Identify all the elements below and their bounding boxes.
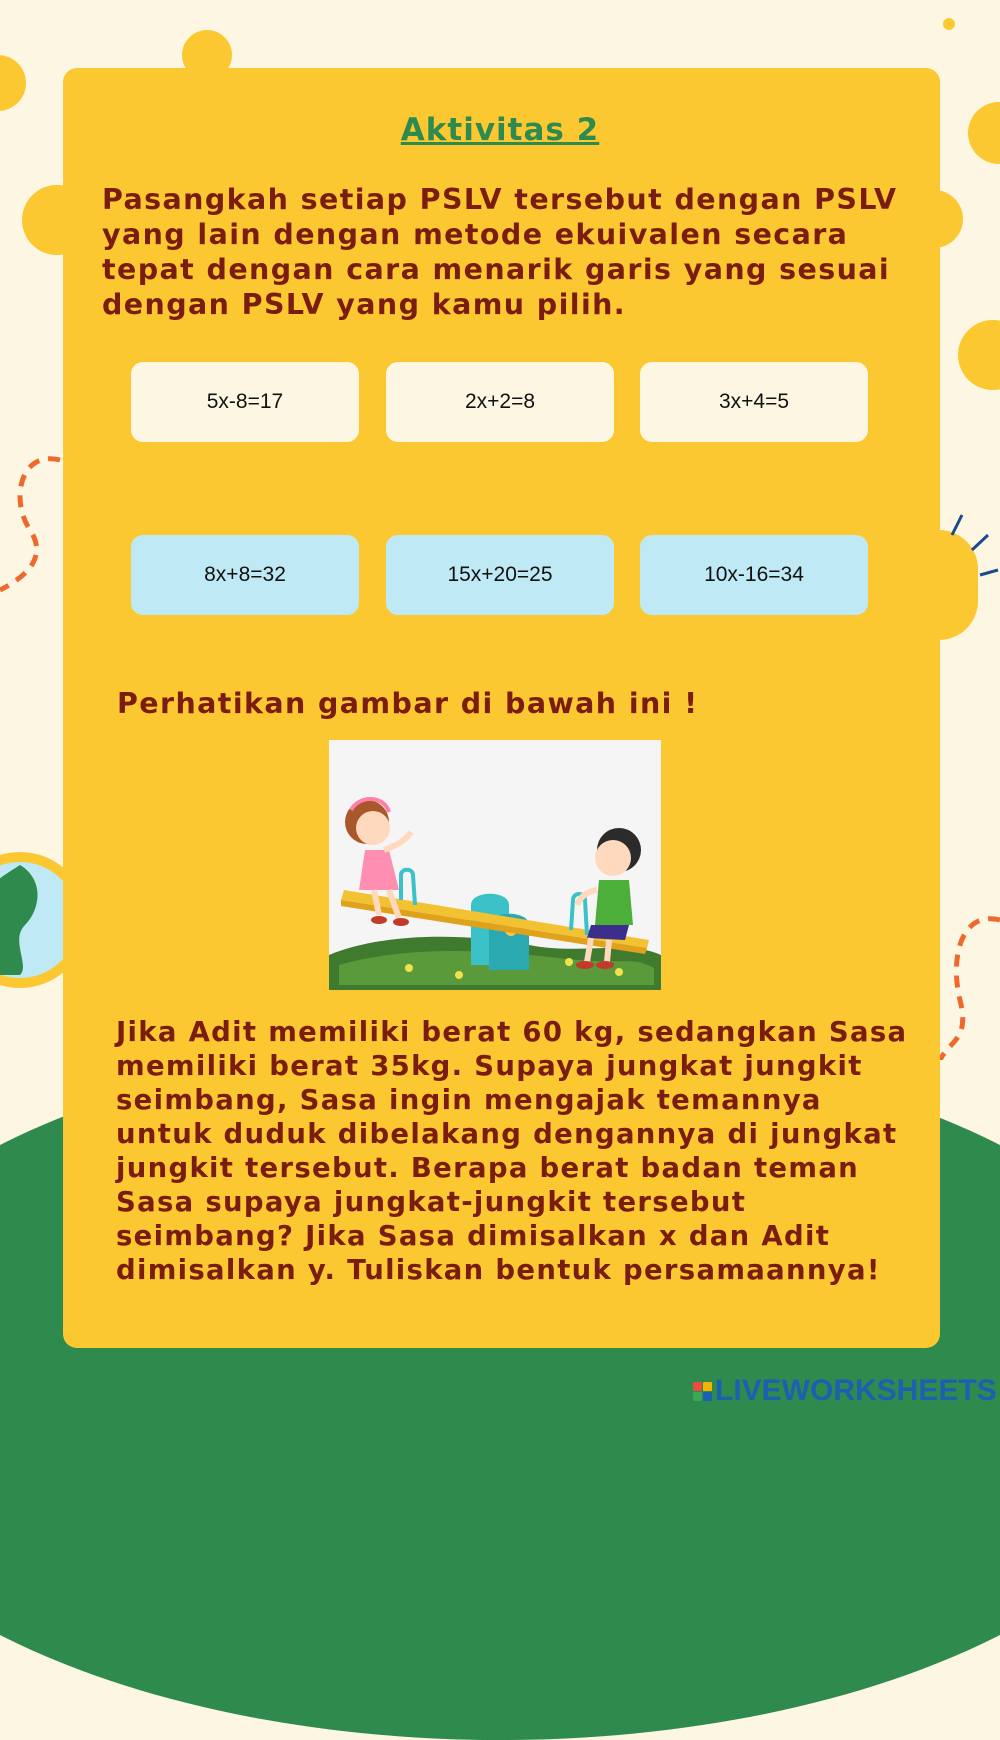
- equation-box-top-2[interactable]: 2x+2=8: [386, 362, 614, 442]
- instruction-text: Pasangkah setiap PSLV tersebut dengan PSLV yang lain dengan metode ekuivalen secara tepat dengan cara menarik garis yang sesuai dengan PSLV yang kamu pilih.: [102, 183, 898, 321]
- yellow-dot-decoration: [943, 18, 955, 30]
- seesaw-illustration: [329, 740, 661, 990]
- page-title: Aktivitas 2: [400, 112, 600, 148]
- liveworksheets-logo-icon: [693, 1382, 712, 1401]
- sparkle-lines-decoration: [940, 505, 1000, 585]
- dashed-curve-decoration: [0, 440, 70, 600]
- yellow-dot-decoration: [0, 55, 26, 111]
- children-seesaw-icon: [329, 740, 661, 990]
- story-problem-text: Jika Adit memiliki berat 60 kg, sedangkan Sasa memiliki berat 35kg. Supaya jungkat jungkit seimbang, Sasa ingin mengajak temannya untuk duduk dibelakang dengannya di jungkat jungkit tersebut. Berapa berat badan teman Sasa supaya jungkat-jungkit tersebut seimbang? Jika Sasa dimisalkan x dan Adit dimisalkan y. Tuliskan bentuk persamaannya!: [116, 1016, 908, 1286]
- equation-box-bottom-1[interactable]: 8x+8=32: [131, 535, 359, 615]
- yellow-dot-decoration: [958, 320, 1000, 390]
- brand-name: LIVEWORKSHEETS: [715, 1374, 997, 1407]
- equation-box-top-3[interactable]: 3x+4=5: [640, 362, 868, 442]
- globe-decoration: [0, 840, 70, 1000]
- subheading: Perhatikan gambar di bawah ini !: [117, 687, 699, 720]
- dashed-curve-decoration: [930, 900, 1000, 1060]
- equation-box-bottom-3[interactable]: 10x-16=34: [640, 535, 868, 615]
- liveworksheets-brand[interactable]: [693, 1374, 997, 1408]
- equation-box-top-1[interactable]: 5x-8=17: [131, 362, 359, 442]
- equation-box-bottom-2[interactable]: 15x+20=25: [386, 535, 614, 615]
